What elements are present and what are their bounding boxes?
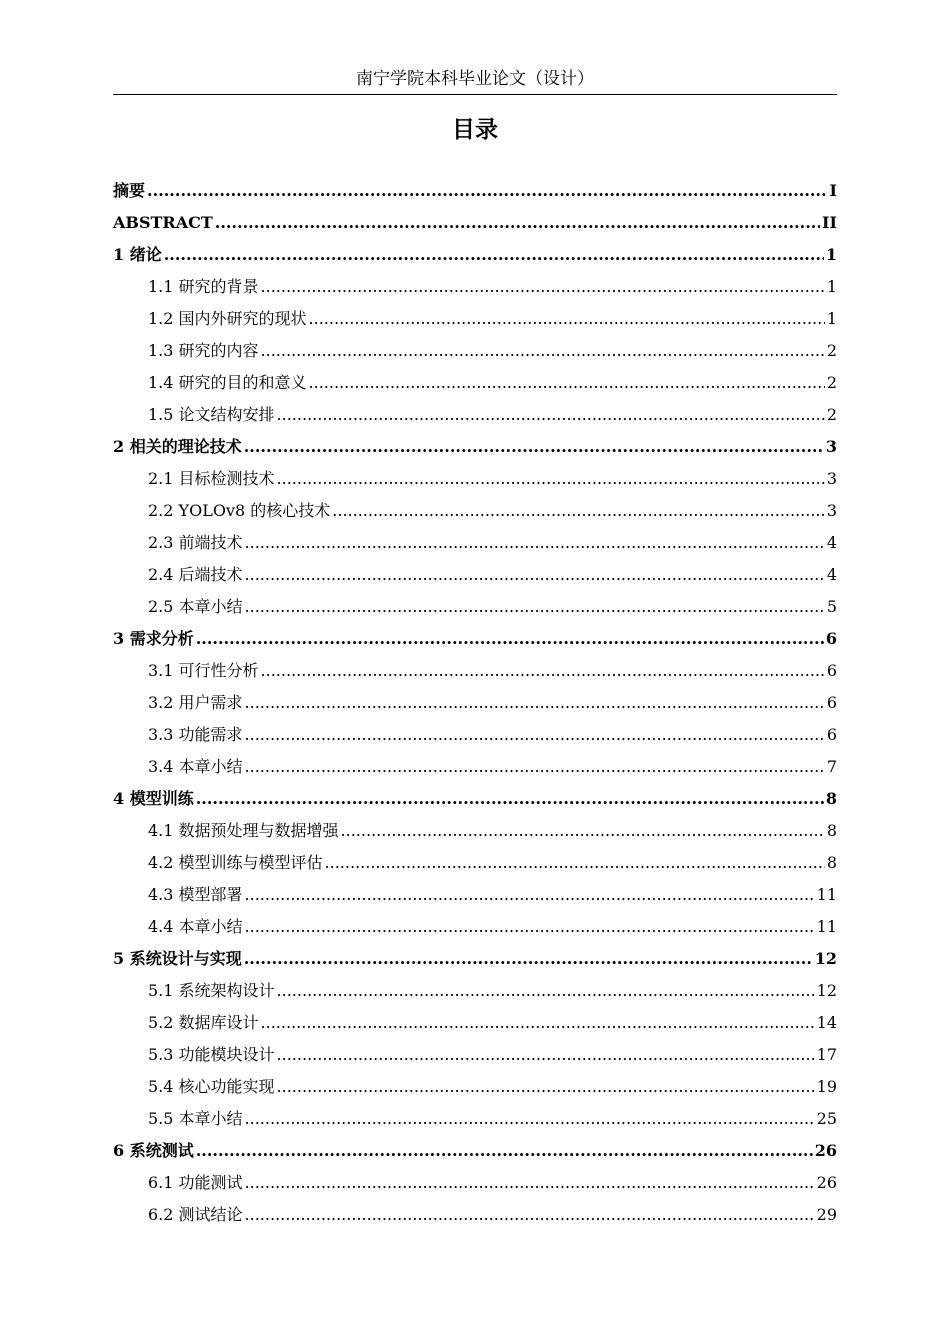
toc-entry-label: 5.3 功能模块设计 xyxy=(148,1045,275,1064)
toc-entry[interactable] xyxy=(113,1199,837,1231)
toc-entry[interactable] xyxy=(113,1103,837,1135)
toc-entry-label: 2.2 YOLOv8 的核心技术 xyxy=(148,501,331,520)
toc-entry[interactable] xyxy=(113,367,837,399)
dot-leader xyxy=(245,1199,815,1231)
toc-entry-page: 6 xyxy=(826,661,837,680)
toc-entry-page: 6 xyxy=(826,693,837,712)
toc-entry-page: 6 xyxy=(825,629,837,648)
toc-entry[interactable] xyxy=(113,527,837,559)
toc-entry-page: 1 xyxy=(825,245,837,264)
dot-leader xyxy=(245,591,825,623)
toc-entry-page: 8 xyxy=(825,789,837,808)
dot-leader xyxy=(245,527,825,559)
dot-leader xyxy=(147,175,828,207)
dot-leader xyxy=(332,495,825,527)
toc-entry-label: ABSTRACT xyxy=(113,213,213,232)
toc-entry-page: 26 xyxy=(816,1173,837,1192)
toc-entry-page: 4 xyxy=(826,565,837,584)
toc-entry-page: 11 xyxy=(816,917,837,936)
dot-leader xyxy=(164,239,824,271)
toc-entry[interactable] xyxy=(113,1135,837,1167)
toc-entry-label: 4.2 模型训练与模型评估 xyxy=(148,853,323,872)
dot-leader xyxy=(261,655,825,687)
dot-leader xyxy=(309,303,825,335)
toc-entry-page: 2 xyxy=(826,373,837,392)
toc-entry[interactable] xyxy=(113,975,837,1007)
toc-entry[interactable] xyxy=(113,911,837,943)
toc-entry-page: 26 xyxy=(814,1141,837,1160)
toc-entry-label: 2.3 前端技术 xyxy=(148,533,243,552)
toc-entry-page: 4 xyxy=(826,533,837,552)
toc-entry-page: 7 xyxy=(826,757,837,776)
toc-entry[interactable] xyxy=(113,271,837,303)
toc-entry-page: 5 xyxy=(826,597,837,616)
toc-entry[interactable] xyxy=(113,239,837,271)
dot-leader xyxy=(245,719,825,751)
toc-entry-page: 8 xyxy=(826,853,837,872)
toc-entry-label: 2.1 目标检测技术 xyxy=(148,469,275,488)
toc-entry[interactable] xyxy=(113,495,837,527)
toc-entry-label: 5.4 核心功能实现 xyxy=(148,1077,275,1096)
dot-leader xyxy=(325,847,825,879)
table-of-contents xyxy=(113,175,837,1231)
toc-entry[interactable] xyxy=(113,1039,837,1071)
toc-entry[interactable] xyxy=(113,815,837,847)
toc-entry-page: 2 xyxy=(826,405,837,424)
dot-leader xyxy=(341,815,825,847)
toc-entry-label: 1.4 研究的目的和意义 xyxy=(148,373,307,392)
toc-entry-label: 5.2 数据库设计 xyxy=(148,1013,259,1032)
toc-entry-label: 3.3 功能需求 xyxy=(148,725,243,744)
toc-entry[interactable] xyxy=(113,591,837,623)
toc-entry-label: 1.1 研究的背景 xyxy=(148,277,259,296)
toc-entry-page: 17 xyxy=(816,1045,837,1064)
toc-entry[interactable] xyxy=(113,207,837,239)
dot-leader xyxy=(245,687,825,719)
dot-leader xyxy=(196,1135,813,1167)
toc-entry-page: 14 xyxy=(816,1013,837,1032)
toc-entry-label: 4.4 本章小结 xyxy=(148,917,243,936)
toc-entry[interactable] xyxy=(113,943,837,975)
toc-entry[interactable] xyxy=(113,431,837,463)
toc-entry-label: 2.5 本章小结 xyxy=(148,597,243,616)
dot-leader xyxy=(277,975,815,1007)
toc-entry-page: 3 xyxy=(826,469,837,488)
toc-entry-page: I xyxy=(829,181,837,200)
dot-leader xyxy=(277,1071,815,1103)
toc-entry[interactable] xyxy=(113,623,837,655)
toc-entry-label: 3 需求分析 xyxy=(113,629,194,648)
toc-entry-label: 5.5 本章小结 xyxy=(148,1109,243,1128)
toc-entry[interactable] xyxy=(113,879,837,911)
header-divider xyxy=(113,94,837,95)
toc-entry[interactable] xyxy=(113,1007,837,1039)
toc-entry-label: 摘要 xyxy=(113,181,146,200)
toc-entry-label: 5 系统设计与实现 xyxy=(113,949,242,968)
dot-leader xyxy=(277,399,825,431)
toc-entry-page: II xyxy=(822,213,837,232)
toc-entry-page: 3 xyxy=(825,437,837,456)
dot-leader xyxy=(196,783,824,815)
toc-entry-label: 1 绪论 xyxy=(113,245,162,264)
toc-entry-page: 25 xyxy=(816,1109,837,1128)
dot-leader xyxy=(261,1007,815,1039)
toc-entry[interactable] xyxy=(113,687,837,719)
toc-entry[interactable] xyxy=(113,719,837,751)
toc-entry-page: 8 xyxy=(826,821,837,840)
toc-entry-label: 4 模型训练 xyxy=(113,789,194,808)
toc-entry-label: 5.1 系统架构设计 xyxy=(148,981,275,1000)
toc-entry-page: 1 xyxy=(826,309,837,328)
toc-entry-label: 2.4 后端技术 xyxy=(148,565,243,584)
toc-entry-label: 1.3 研究的内容 xyxy=(148,341,259,360)
toc-entry[interactable] xyxy=(113,783,837,815)
toc-entry[interactable] xyxy=(113,751,837,783)
toc-entry-page: 3 xyxy=(826,501,837,520)
dot-leader xyxy=(245,1103,815,1135)
toc-entry-page: 12 xyxy=(816,981,837,1000)
toc-entry-label: 3.2 用户需求 xyxy=(148,693,243,712)
toc-entry[interactable] xyxy=(113,559,837,591)
toc-entry[interactable] xyxy=(113,303,837,335)
dot-leader xyxy=(245,1167,815,1199)
dot-leader xyxy=(245,911,815,943)
toc-entry[interactable] xyxy=(113,335,837,367)
page-title: 目录 xyxy=(452,116,498,143)
dot-leader xyxy=(245,559,825,591)
toc-entry-label: 3.4 本章小结 xyxy=(148,757,243,776)
dot-leader xyxy=(215,207,820,239)
dot-leader xyxy=(261,271,825,303)
toc-entry-label: 3.1 可行性分析 xyxy=(148,661,259,680)
toc-entry-label: 2 相关的理论技术 xyxy=(113,437,242,456)
toc-entry-page: 19 xyxy=(816,1077,837,1096)
dot-leader xyxy=(245,879,815,911)
dot-leader xyxy=(244,943,813,975)
toc-entry-page: 6 xyxy=(826,725,837,744)
dot-leader xyxy=(244,431,824,463)
dot-leader xyxy=(261,335,825,367)
toc-entry-label: 4.3 模型部署 xyxy=(148,885,243,904)
toc-entry-page: 2 xyxy=(826,341,837,360)
running-header: 南宁学院本科毕业论文（设计） xyxy=(356,69,594,89)
toc-entry-page: 12 xyxy=(814,949,837,968)
toc-entry-page: 29 xyxy=(816,1205,837,1224)
toc-entry[interactable] xyxy=(113,847,837,879)
dot-leader xyxy=(309,367,825,399)
toc-entry-label: 6.2 测试结论 xyxy=(148,1205,243,1224)
toc-entry[interactable] xyxy=(113,1167,837,1199)
toc-entry[interactable] xyxy=(113,655,837,687)
toc-entry-label: 6 系统测试 xyxy=(113,1141,194,1160)
dot-leader xyxy=(277,463,825,495)
toc-entry[interactable] xyxy=(113,1071,837,1103)
toc-entry-label: 4.1 数据预处理与数据增强 xyxy=(148,821,339,840)
toc-entry-label: 1.5 论文结构安排 xyxy=(148,405,275,424)
dot-leader xyxy=(277,1039,815,1071)
dot-leader xyxy=(245,751,825,783)
toc-entry-label: 6.1 功能测试 xyxy=(148,1173,243,1192)
toc-entry-page: 1 xyxy=(826,277,837,296)
toc-entry[interactable] xyxy=(113,463,837,495)
toc-entry-page: 11 xyxy=(816,885,837,904)
toc-entry-label: 1.2 国内外研究的现状 xyxy=(148,309,307,328)
dot-leader xyxy=(196,623,824,655)
toc-entry[interactable] xyxy=(113,175,837,207)
toc-entry[interactable] xyxy=(113,399,837,431)
